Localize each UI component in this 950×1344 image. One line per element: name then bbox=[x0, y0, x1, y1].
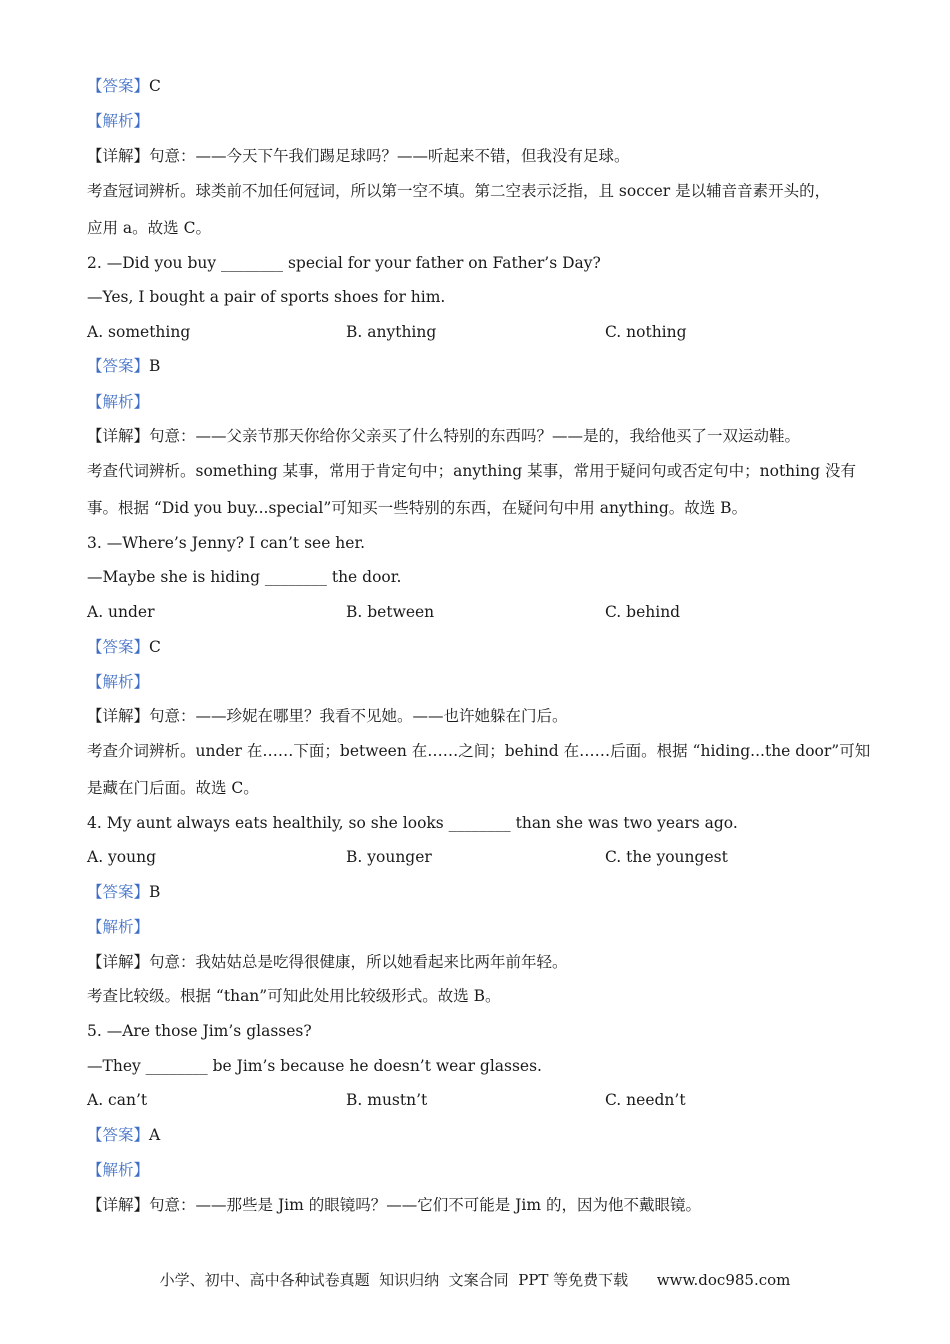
analysis-tag: 【解析】 bbox=[87, 918, 150, 936]
q4-option-b: B. younger bbox=[346, 848, 432, 866]
q5-stem-1: 5. —Are those Jim’s glasses? bbox=[87, 1022, 312, 1040]
q4-answer: B bbox=[149, 883, 161, 901]
q3-option-c: C. behind bbox=[605, 603, 681, 621]
analysis-tag: 【解析】 bbox=[87, 112, 150, 130]
q2-detail-line bbox=[87, 426, 890, 446]
q1-answer-line bbox=[87, 76, 890, 96]
detail-tag: 【详解】 bbox=[87, 147, 150, 165]
q5-analysis-line bbox=[87, 1160, 890, 1180]
analysis-tag: 【解析】 bbox=[87, 1161, 150, 1179]
q4-explain-1: 考查比较级。根据 “than”可知此处用比较级形式。故选 B。 bbox=[87, 987, 501, 1005]
answer-tag: 【答案】 bbox=[87, 77, 150, 95]
q4-stem-1: 4. My aunt always eats healthily, so she looks ________ than she was two years ago. bbox=[87, 814, 738, 832]
q2-answer-line bbox=[87, 356, 890, 376]
q4-option-a: A. young bbox=[87, 848, 157, 866]
q5-stem-2: —They ________ be Jim’s because he doesn’t wear glasses. bbox=[87, 1057, 542, 1075]
q3-option-b: B. between bbox=[346, 603, 435, 621]
q1-detail-line bbox=[87, 146, 890, 166]
q4-analysis-line bbox=[87, 917, 890, 937]
q3-option-a: A. under bbox=[87, 603, 155, 621]
detail-tag: 【详解】 bbox=[87, 953, 150, 971]
q3-stem-2: —Maybe she is hiding ________ the door. bbox=[87, 568, 402, 586]
q5-answer-line bbox=[87, 1125, 890, 1145]
q4-detail-line bbox=[87, 952, 890, 972]
detail-tag: 【详解】 bbox=[87, 1196, 150, 1214]
q2-option-b: B. anything bbox=[346, 323, 437, 341]
q4-option-c: C. the youngest bbox=[605, 848, 728, 866]
q5-answer: A bbox=[149, 1126, 161, 1144]
answer-tag: 【答案】 bbox=[87, 1126, 150, 1144]
q2-explain-2: 事。根据 “Did you buy...special”可知买一些特别的东西，在疑问句中用 anything。故选 B。 bbox=[87, 499, 748, 517]
q3-detail-line bbox=[87, 706, 890, 726]
q4-answer-line bbox=[87, 882, 890, 902]
q3-analysis-line bbox=[87, 672, 890, 692]
q2-option-c: C. nothing bbox=[605, 323, 687, 341]
detail-tag: 【详解】 bbox=[87, 707, 150, 725]
q3-stem-1: 3. —Where’s Jenny? I can’t see her. bbox=[87, 534, 366, 552]
q2-analysis-line bbox=[87, 392, 890, 412]
q1-answer: C bbox=[149, 77, 161, 95]
q5-option-b: B. mustn’t bbox=[346, 1091, 428, 1109]
q3-answer-line bbox=[87, 637, 890, 657]
detail-tag: 【详解】 bbox=[87, 427, 150, 445]
answer-tag: 【答案】 bbox=[87, 883, 150, 901]
answer-tag: 【答案】 bbox=[87, 638, 150, 656]
q5-detail: 句意：——那些是 Jim 的眼镜吗？——它们不可能是 Jim 的，因为他不戴眼镜。 bbox=[149, 1196, 701, 1214]
q1-explain-2: 应用 a。故选 C。 bbox=[87, 219, 211, 237]
q5-detail-line bbox=[87, 1195, 890, 1215]
q5-option-a: A. can’t bbox=[87, 1091, 148, 1109]
q3-explain-1: 考查介词辨析。under 在……下面；between 在……之间；behind 在……后面。根据 “hiding...the door”可知 bbox=[87, 742, 871, 760]
page-footer: 小学、初中、高中各种试卷真题 知识归纳 文案合同 PPT 等免费下载 www.doc985.com bbox=[159, 1271, 791, 1289]
q2-option-a: A. something bbox=[87, 323, 191, 341]
answer-tag: 【答案】 bbox=[87, 357, 150, 375]
q3-detail: 句意：——珍妮在哪里？我看不见她。——也许她躲在门后。 bbox=[149, 707, 568, 725]
q3-explain-2: 是藏在门后面。故选 C。 bbox=[87, 779, 259, 797]
analysis-tag: 【解析】 bbox=[87, 393, 150, 411]
q1-analysis-line bbox=[87, 111, 890, 131]
q2-detail: 句意：——父亲节那天你给你父亲买了什么特别的东西吗？——是的，我给他买了一双运动鞋。 bbox=[149, 427, 801, 445]
q3-answer: C bbox=[149, 638, 161, 656]
q2-explain-1: 考查代词辨析。something 某事，常用于肯定句中；anything 某事，常用于疑问句或否定句中；nothing 没有 bbox=[87, 462, 856, 480]
q2-stem-2: —Yes, I bought a pair of sports shoes for him. bbox=[87, 288, 446, 306]
q1-explain-1: 考查冠词辨析。球类前不加任何冠词，所以第一空不填。第二空表示泛指，且 soccer 是以辅音音素开头的， bbox=[87, 182, 831, 200]
q4-detail: 句意：我姑姑总是吃得很健康，所以她看起来比两年前年轻。 bbox=[149, 953, 568, 971]
q2-stem-1: 2. —Did you buy ________ special for your father on Father’s Day? bbox=[87, 254, 601, 272]
q5-option-c: C. needn’t bbox=[605, 1091, 686, 1109]
q2-answer: B bbox=[149, 357, 161, 375]
q1-detail: 句意：——今天下午我们踢足球吗？——听起来不错，但我没有足球。 bbox=[149, 147, 630, 165]
analysis-tag: 【解析】 bbox=[87, 673, 150, 691]
